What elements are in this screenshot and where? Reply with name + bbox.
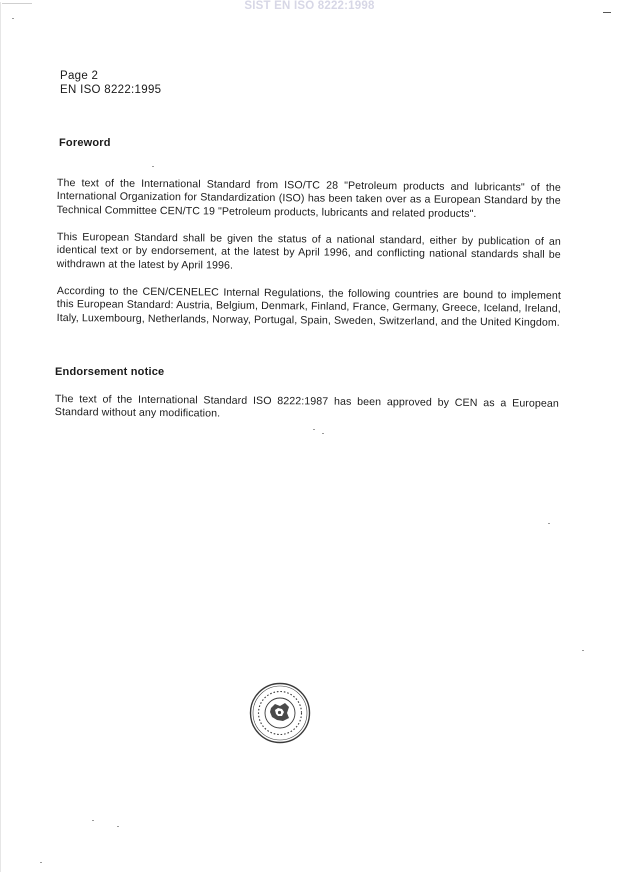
scan-speck xyxy=(582,650,584,651)
scan-speck xyxy=(313,429,315,430)
foreword-paragraph-3: According to the CEN/CENELEC Internal Regulations, the following countries are bound to implement this European Standard: Austria, Belgium, Denmark, Finland, France, Germany, Greece, Iceland, Ireland, Italy, Luxembourg, Netherlands, Norway, Portugal, Spain, Sweden, Switzerland, and the United Kingdom. xyxy=(56,285,561,329)
scan-speck xyxy=(40,862,42,863)
foreword-paragraph-1: The text of the International Standard from ISO/TC 28 "Petroleum products and lubricants" of the International Organization for Standardization (ISO) has been taken over as a European Standard by the Technical Committee CEN/TC 19 "Petroleum products, lubricants and related products". xyxy=(56,177,561,220)
page-header xyxy=(60,69,161,97)
scan-speck xyxy=(92,820,94,821)
institute-seal-stamp xyxy=(249,682,311,744)
foreword-paragraph-2: This European Standard shall be given the status of a national standard, either by publication of an identical text or by endorsement, at the latest by April 1996, and conflicting national standards shall be withdrawn at the latest by April 1996. xyxy=(56,231,561,272)
endorsement-heading: Endorsement notice xyxy=(55,366,165,378)
scan-speck xyxy=(152,166,154,167)
scan-speck xyxy=(548,523,550,524)
scan-left-edge xyxy=(0,2,1,872)
scan-speck xyxy=(117,826,119,827)
endorsement-paragraph: The text of the International Standard ISO 8222:1987 has been approved by CEN as a European Standard without any modification. xyxy=(54,393,559,420)
standard-number: EN ISO 8222:1995 xyxy=(60,84,162,96)
page-number: Page 2 xyxy=(60,70,99,82)
scan-speck xyxy=(12,18,14,19)
corner-mark xyxy=(603,12,611,13)
scan-speck xyxy=(322,433,324,434)
document-watermark: SIST EN ISO 8222:1998 xyxy=(244,0,375,12)
foreword-heading: Foreword xyxy=(59,137,111,149)
